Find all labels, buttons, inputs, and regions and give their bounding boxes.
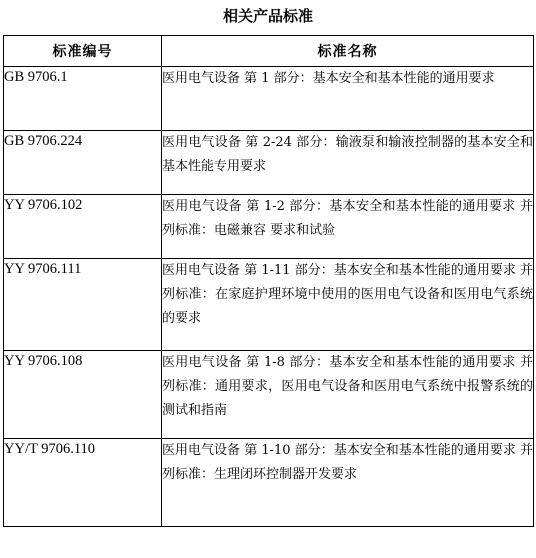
- standard-number-cell: GB 9706.224: [4, 131, 162, 195]
- table-row: [4, 195, 534, 259]
- standard-number-cell: GB 9706.1: [4, 67, 162, 131]
- table-row: [4, 131, 534, 195]
- table-header-row: [4, 36, 534, 67]
- table-row: [4, 439, 534, 527]
- table-row: [4, 259, 534, 351]
- standard-name-cell: 医用电气设备 第 1 部分：基本安全和基本性能的通用要求: [162, 67, 534, 131]
- standard-number-cell: YY 9706.111: [4, 259, 162, 351]
- header-standard-number: 标准编号: [4, 36, 162, 67]
- standard-name-cell: 医用电气设备 第 1-2 部分：基本安全和基本性能的通用要求 并列标准：电磁兼容 要求和试验: [162, 195, 534, 259]
- standards-table: [3, 35, 534, 527]
- standard-number-cell: YY 9706.102: [4, 195, 162, 259]
- standard-name-cell: 医用电气设备 第 2-24 部分：输液泵和输液控制器的基本安全和基本性能专用要求: [162, 131, 534, 195]
- page-title: 相关产品标准: [222, 7, 313, 25]
- standard-number-cell: YY/T 9706.110: [4, 439, 162, 527]
- standard-name-cell: 医用电气设备 第 1-8 部分：基本安全和基本性能的通用要求 并列标准：通用要求，医用电气设备和医用电气系统中报警系统的测试和指南: [162, 351, 534, 439]
- table-row: [4, 67, 534, 131]
- header-standard-name: 标准名称: [162, 36, 534, 67]
- standard-number-cell: YY 9706.108: [4, 351, 162, 439]
- standard-name-cell: 医用电气设备 第 1-10 部分：基本安全和基本性能的通用要求 并列标准：生理闭环控制器开发要求: [162, 439, 534, 527]
- table-row: [4, 351, 534, 439]
- standard-name-cell: 医用电气设备 第 1-11 部分：基本安全和基本性能的通用要求 并列标准：在家庭护理环境中使用的医用电气设备和医用电气系统的要求: [162, 259, 534, 351]
